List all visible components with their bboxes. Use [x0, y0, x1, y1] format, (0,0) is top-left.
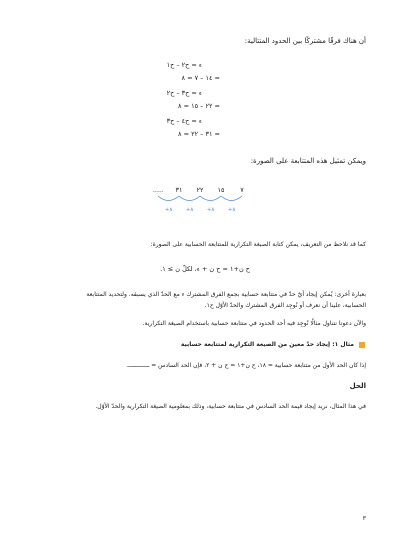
- step-label: +٨: [164, 207, 173, 213]
- sequence-diagram: [150, 183, 260, 215]
- sequence-term: ١٥: [217, 186, 225, 194]
- intro-question: أن هناك فرقًا مشتركًا بين الحدود المتتالية:: [244, 37, 366, 45]
- sequence-term: ٧: [240, 186, 244, 194]
- step-arc: [158, 196, 179, 201]
- step-arc: [221, 196, 242, 201]
- sequence-term: ٢٢: [196, 186, 204, 194]
- difference-3-symbolic: ء = ح٤ – ح٣: [166, 117, 202, 125]
- difference-1-numeric: = ١٤ – ٧ = ٨: [181, 74, 220, 82]
- solution-text: في هذا المثال، نريد إيجاد قيمة الحد السادس في متتابعة حسابية، وذلك بمعلومية الصيغة التكرارية والحدّ الأوّل.: [95, 403, 366, 410]
- sequence-term: .....: [152, 186, 164, 194]
- definition-note: كما قد نلاحظ من التعريف، يمكن كتابة الصيغة التكرارية للمتتابعة الحسابية على الصورة:: [150, 241, 366, 248]
- example-title: مثال ١: إيجاد حدّ معين من الصيغة التكرارية لمتتابعة حسابية: [180, 341, 354, 348]
- step-label: +٨: [185, 207, 194, 213]
- recursive-formula: ح ن+١ = ح ن + ء، لكلّ ن ≥ ١.: [160, 265, 250, 273]
- step-arc: [200, 196, 221, 201]
- explanation-line-1: بعبارة أخرى: يُمكن إيجاد أيّ حدّ في متتابعة حسابية بجمع الفرق المشترك ء مع الحدّ الذي يسبقه. ولتحديد المتتابعة: [86, 291, 366, 298]
- explanation-line-2: الحسابية، علينا أن نعرف أو نُوجِد الفرق المشترك والحدّ الأوّل ح١.: [204, 302, 366, 309]
- example-bullet-icon: [359, 342, 365, 348]
- solution-heading: الحل: [349, 382, 366, 390]
- step-label: +٨: [227, 207, 236, 213]
- page-number: ٣: [362, 515, 366, 522]
- difference-2-numeric: = ٢٢ – ١٥ = ٨: [178, 102, 220, 110]
- difference-2-symbolic: ء = ح٣ – ح٢: [166, 89, 202, 97]
- sequence-term: ٣١: [175, 186, 183, 194]
- step-arc: [179, 196, 200, 201]
- difference-1-symbolic: ء = ح٢ – ح١: [166, 61, 202, 69]
- transition-line: والآن دعونا نتناول مثالًا نُوجِد فيه أحد الحدود في متتابعة حسابية باستخدام الصيغة التكرارية.: [142, 320, 366, 327]
- difference-3-numeric: = ٣١ – ٢٢ = ٨: [178, 130, 220, 138]
- example-problem: إذا كان الحد الأول من متتابعة حسابية = ١٨، ح ن+١ = ح ن + ٢، فإن الحد السادس = ــــــــــــ.: [126, 362, 366, 369]
- step-label: +٨: [206, 207, 215, 213]
- representation-note: ويمكن تمثيل هذه المتتابعة على الصورة:: [250, 157, 366, 165]
